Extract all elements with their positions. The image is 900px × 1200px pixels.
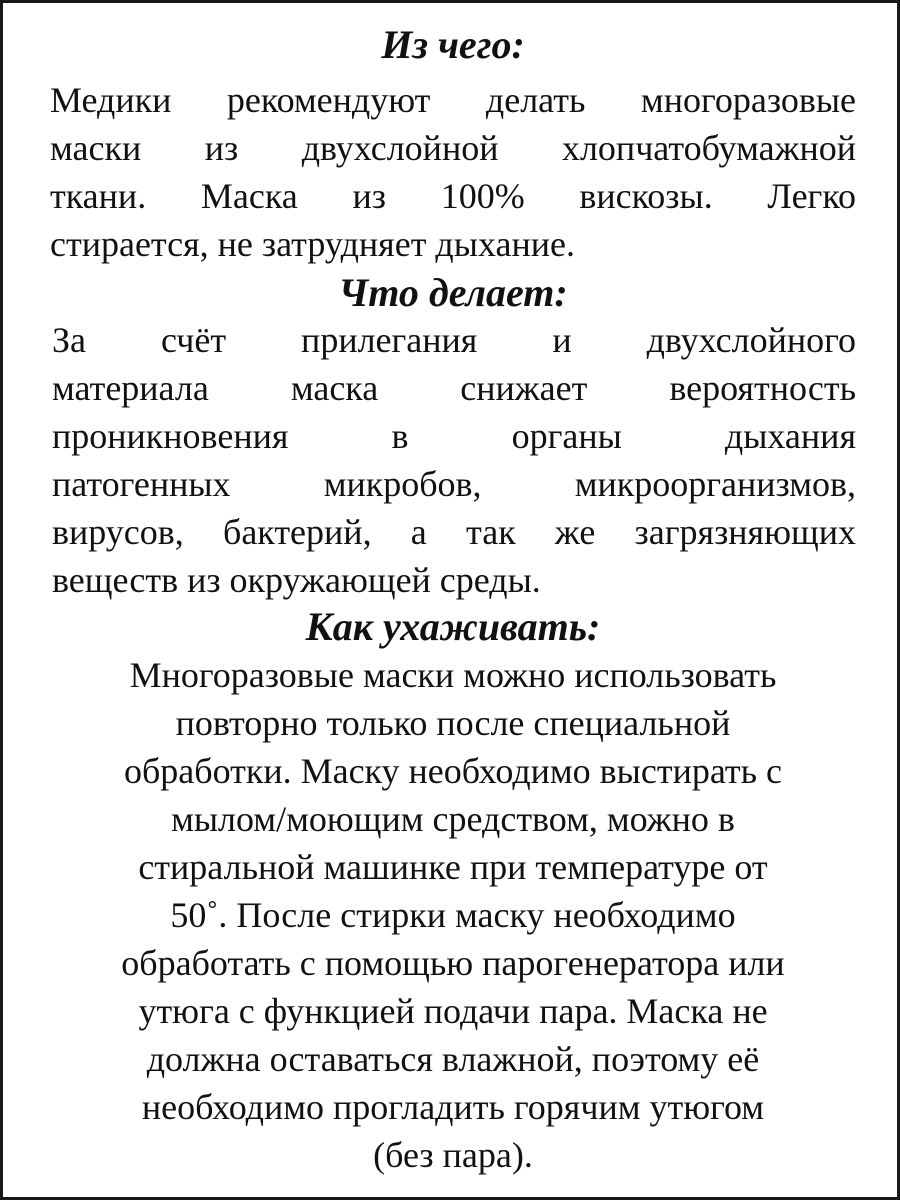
paragraph-line: материала маска снижает вероятность xyxy=(52,368,856,408)
paragraph-line: За счёт прилегания и двухслойного xyxy=(52,320,856,360)
paragraph-line: патогенных микробов, микроорганизмов, xyxy=(52,464,856,504)
paragraph-line: (без пара). xyxy=(373,1135,533,1175)
paragraph-line: 50˚. После стирки маску необходимо xyxy=(170,895,736,935)
paragraph-line: Многоразовые маски можно использовать xyxy=(129,655,777,695)
paragraph-line: Медики рекомендуют делать многоразовые xyxy=(50,80,856,120)
paragraph-care xyxy=(43,651,863,1179)
paragraph-line: повторно только после специальной xyxy=(175,703,731,743)
paragraph-line: ткани. Маска из 100% вискозы. Легко xyxy=(50,176,856,216)
paragraph-line: обработать с помощью парогенератора или xyxy=(121,943,785,983)
heading-function: Что делает: xyxy=(338,270,568,315)
paragraph-function xyxy=(52,316,856,604)
paragraph-line: мылом/моющим средством, можно в xyxy=(171,799,735,839)
heading-care: Как ухаживать: xyxy=(305,604,601,649)
paragraph-line: обработки. Маску необходимо выстирать с xyxy=(123,751,783,791)
paragraph-material xyxy=(50,76,856,268)
paragraph-line: утюга с функцией подачи пара. Маска не xyxy=(138,991,768,1031)
paragraph-line: веществ из окружающей среды. xyxy=(52,560,541,600)
paragraph-line: проникновения в органы дыхания xyxy=(52,416,856,456)
paragraph-line: необходимо прогладить горячим утюгом xyxy=(141,1087,765,1127)
heading-material: Из чего: xyxy=(381,22,525,67)
paragraph-line: вирусов, бактерий, а так же загрязняющих xyxy=(52,512,856,552)
paragraph-line: стиральной машинке при температуре от xyxy=(138,847,768,887)
paragraph-line: должна оставаться влажной, поэтому её xyxy=(146,1039,760,1079)
paragraph-line: стирается, не затрудняет дыхание. xyxy=(50,224,575,264)
paragraph-line: маски из двухслойной хлопчатобумажной xyxy=(50,128,856,168)
